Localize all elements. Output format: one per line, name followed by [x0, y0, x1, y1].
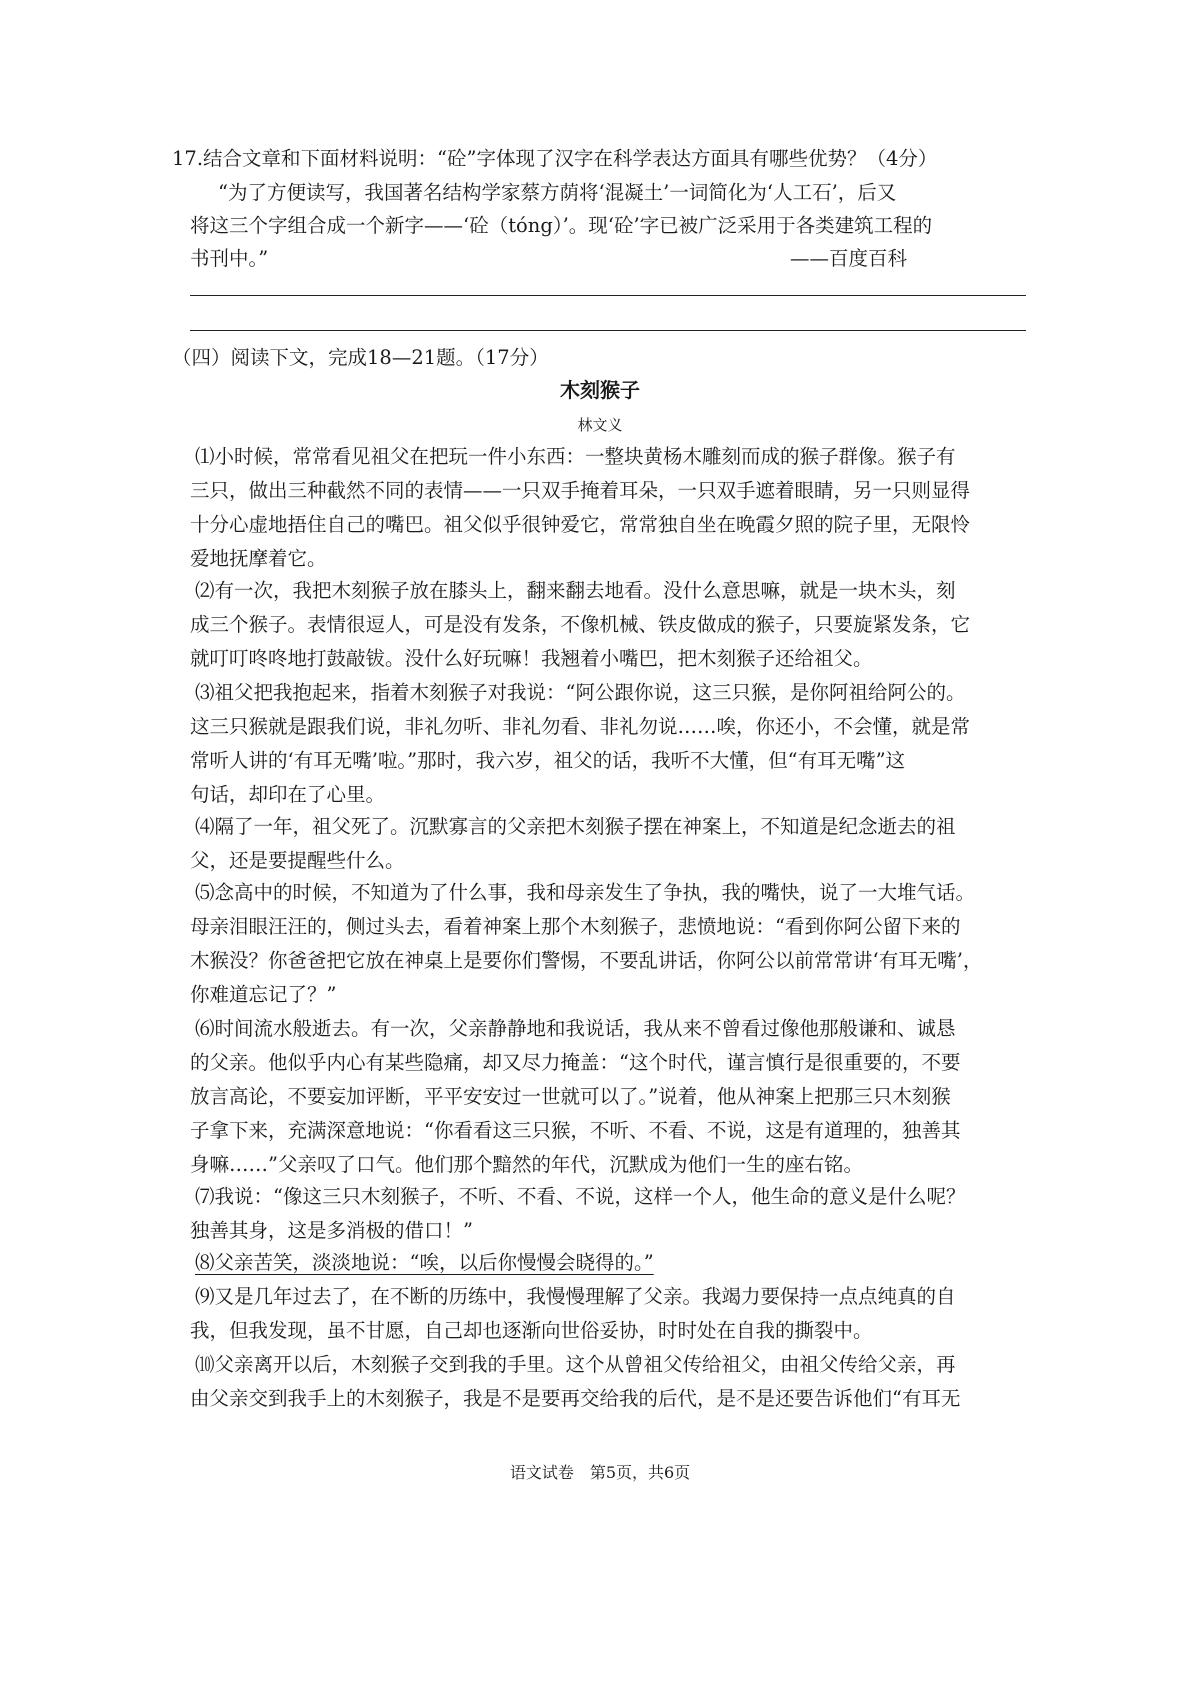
question-17: 17.结合文章和下面材料说明：“砼”字体现了汉字在科学表达方面具有哪些优势？（4分） — [172, 147, 938, 170]
article-line: 的父亲。他似乎内心有某些隐痛，却又尽力掩盖：“这个时代，谨言慎行是很重要的，不要 — [190, 1051, 961, 1074]
article-line: 十分心虚地捂住自己的嘴巴。祖父似乎很钟爱它，常常独自坐在晚霞夕照的院子里，无限怜 — [190, 513, 971, 536]
article-line: 三只，做出三种截然不同的表情——一只双手掩着耳朵，一只双手遮着眼睛，另一只则显得 — [190, 479, 971, 502]
article-line: 子拿下来，充满深意地说：“你看看这三只猴，不听、不看、不说，这是有道理的，独善其 — [190, 1119, 961, 1142]
article-line: ⑺我说：“像这三只木刻猴子，不听、不看、不说，这样一个人，他生命的意义是什么呢？ — [195, 1185, 966, 1208]
article-line: 我，但我发现，虽不甘愿，自己却也逐渐向世俗妥协，时时处在自我的撕裂中。 — [190, 1319, 873, 1342]
material-line: 将这三个字组合成一个新字——‘砼（tóng）’。现‘砼’字已被广泛采用于各类建筑工程的 — [190, 214, 933, 237]
article-line: 句话，却印在了心里。 — [190, 783, 386, 806]
article-line: 由父亲交到我手上的木刻猴子，我是不是要再交给我的后代，是不是还要告诉他们“有耳无 — [190, 1387, 961, 1410]
article-line: 你难道忘记了？” — [190, 983, 337, 1006]
article-line: 父，还是要提醒些什么。 — [190, 849, 405, 872]
article-line: ⑶祖父把我抱起来，指着木刻猴子对我说：“阿公跟你说，这三只猴，是你阿祖给阿公的。 — [195, 681, 966, 704]
article-line: 身嘛……”父亲叹了口气。他们那个黯然的年代，沉默成为他们一生的座右铭。 — [190, 1153, 863, 1176]
article-line: 爱地抚摩着它。 — [190, 547, 327, 570]
article-line: 放言高论，不要妄加评断，平平安安过一世就可以了。”说着，他从神案上把那三只木刻猴 — [190, 1085, 951, 1108]
article-line: 常听人讲的‘有耳无嘴’啦。”那时，我六岁，祖父的话，我听不大懂，但“有耳无嘴”这 — [190, 749, 906, 772]
material-line: “为了方便读写，我国著名结构学家蔡方荫将‘混凝土’一词简化为‘人工石’，后又 — [218, 181, 897, 204]
article-line: 这三只猴就是跟我们说，非礼勿听、非礼勿看、非礼勿说……唉，你还小，不会懂，就是常 — [190, 715, 971, 738]
page-footer: 语文试卷 第5页，共6页 — [509, 1463, 691, 1482]
article-line-underlined — [195, 1250, 654, 1276]
answer-line[interactable] — [190, 330, 1026, 331]
article-line: ⑸念高中的时候，不知道为了什么事，我和母亲发生了争执，我的嘴快，说了一大堆气话。 — [195, 881, 976, 904]
underlined-sentence: ⑻父亲苦笑，淡淡地说：“唉，以后你慢慢会晓得的。” — [195, 1251, 654, 1274]
article-line: ⑽父亲离开以后，木刻猴子交到我的手里。这个从曾祖父传给祖父，由祖父传给父亲，再 — [195, 1353, 956, 1376]
article-line: ⑼又是几年过去了，在不断的历练中，我慢慢理解了父亲。我竭力要保持一点点纯真的自 — [195, 1285, 956, 1308]
article-line: 独善其身，这是多消极的借口！” — [190, 1219, 473, 1242]
answer-line[interactable] — [190, 295, 1026, 296]
material-line: 书刊中。” — [190, 247, 269, 270]
article-line: ⑹时间流水般逝去。有一次，父亲静静地和我说话，我从来不曾看过像他那般谦和、诚恳 — [195, 1017, 956, 1040]
article-line: 成三个猴子。表情很逗人，可是没有发条，不像机械、铁皮做成的猴子，只要旋紧发条，它 — [190, 613, 971, 636]
article-line: ⑴小时候，常常看见祖父在把玩一件小东西：一整块黄杨木雕刻而成的猴子群像。猴子有 — [195, 445, 956, 468]
article-line: 木猴没？你爸爸把它放在神桌上是要你们警惕，不要乱讲话，你阿公以前常常讲‘有耳无嘴’， — [190, 949, 983, 972]
section-header: （四）阅读下文，完成18—21题。（17分） — [172, 346, 549, 369]
article-title: 木刻猴子 — [560, 378, 640, 402]
article-line: 就叮叮咚咚地打鼓敲钹。没什么好玩嘛！我翘着小嘴巴，把木刻猴子还给祖父。 — [190, 647, 873, 670]
article-line: ⑵有一次，我把木刻猴子放在膝头上，翻来翻去地看。没什么意思嘛，就是一块木头，刻 — [195, 579, 956, 602]
article-line: ⑷隔了一年，祖父死了。沉默寡言的父亲把木刻猴子摆在神案上，不知道是纪念逝去的祖 — [195, 815, 956, 838]
article-author: 林文义 — [577, 416, 623, 434]
material-source: ——百度百科 — [790, 247, 908, 270]
article-line: 母亲泪眼汪汪的，侧过头去，看着神案上那个木刻猴子，悲愤地说：“看到你阿公留下来的 — [190, 915, 961, 938]
